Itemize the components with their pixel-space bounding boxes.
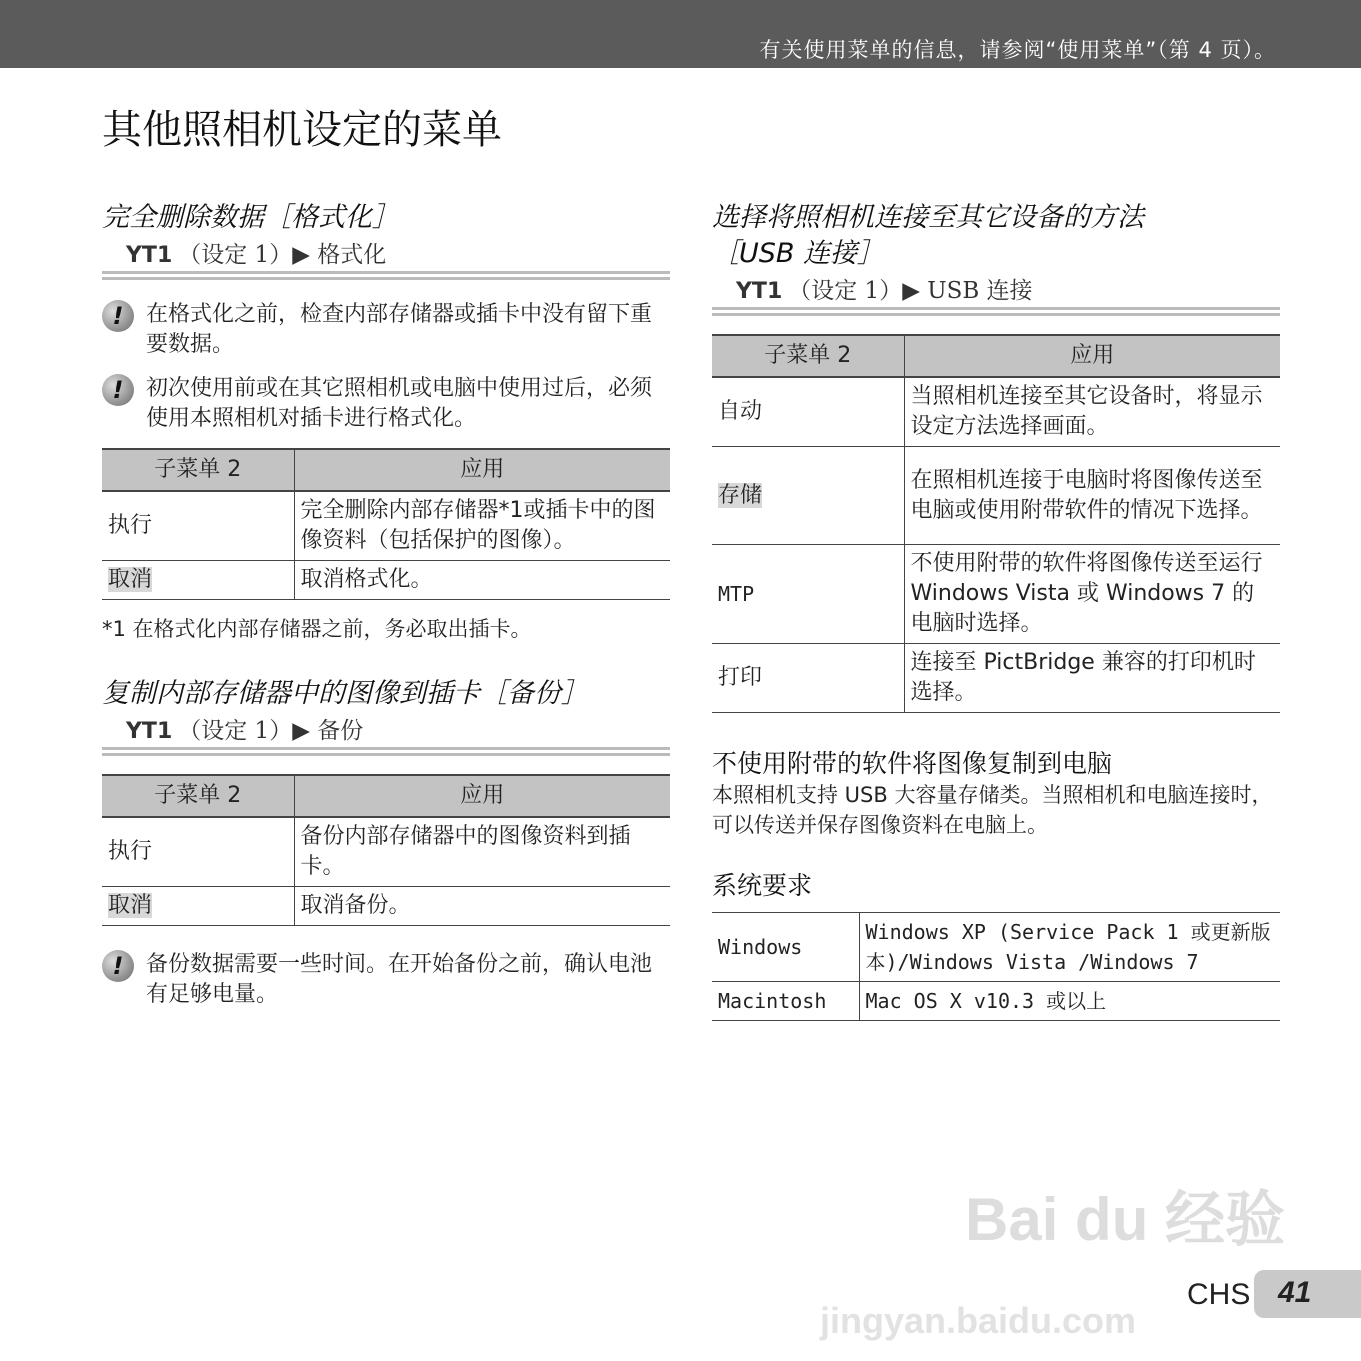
path-text: （设定 1）▶ 格式化	[178, 242, 387, 268]
menu-path	[102, 240, 670, 274]
cell: 存储	[718, 482, 763, 508]
cell: MTP	[712, 545, 904, 644]
header-bar	[0, 0, 1361, 68]
table-row	[102, 817, 670, 887]
caution-icon: !	[102, 300, 134, 332]
subheading: 不使用附带的软件将图像复制到电脑	[712, 749, 1113, 778]
note-text: 初次使用前或在其它照相机或电脑中使用过后，必须使用本照相机对插卡进行格式化。	[146, 376, 653, 431]
cell: 取消格式化。	[294, 561, 670, 600]
caution-note	[102, 950, 670, 1010]
table-row	[712, 644, 1280, 713]
table-row	[712, 377, 1280, 447]
path-text: （设定 1）▶ USB 连接	[788, 278, 1033, 304]
setup-icon: YT1	[736, 279, 783, 304]
cell: 执行	[102, 491, 294, 561]
table-row	[712, 913, 1280, 982]
cell: Windows	[712, 913, 859, 982]
col-header: 应用	[294, 449, 670, 491]
cell: 在照相机连接于电脑时将图像传送至电脑或使用附带软件的情况下选择。	[904, 447, 1280, 545]
col-header: 应用	[904, 335, 1280, 377]
no-software-section	[712, 748, 1280, 1021]
cell: 执行	[102, 817, 294, 887]
watermark-url: jingyan.baidu.com	[820, 1300, 1137, 1341]
footnote: *1 在格式化内部存储器之前，务必取出插卡。	[102, 617, 532, 641]
table-row	[102, 887, 670, 926]
caution-note	[102, 374, 670, 434]
usb-section	[712, 200, 1280, 713]
cell: Mac OS X v10.3 或以上	[859, 982, 1280, 1021]
cell: Macintosh	[712, 982, 859, 1021]
menu-path	[102, 716, 670, 750]
table-row	[712, 982, 1280, 1021]
cell: 取消备份。	[294, 887, 670, 926]
cell: 不使用附带的软件将图像传送至运行 Windows Vista 或 Windows 7 的电脑时选择。	[904, 545, 1280, 644]
page-title: 其他照相机设定的菜单	[102, 107, 502, 153]
section-heading: 选择将照相机连接至其它设备的方法	[712, 202, 1144, 233]
cell: 当照相机连接至其它设备时，将显示设定方法选择画面。	[904, 377, 1280, 447]
format-table	[102, 448, 670, 600]
format-section	[102, 200, 670, 644]
cell: 打印	[712, 644, 904, 713]
table-row	[102, 561, 670, 600]
caution-note	[102, 300, 670, 360]
caution-icon: !	[102, 950, 134, 982]
table-row	[712, 545, 1280, 644]
cell: Windows XP (Service Pack 1 或更新版本)/Windows Vista /Windows 7	[859, 913, 1280, 982]
section-heading: 完全删除数据［格式化］	[102, 202, 399, 233]
cell: 备份内部存储器中的图像资料到插卡。	[294, 817, 670, 887]
language-label: CHS	[1187, 1278, 1251, 1311]
cell: 取消	[108, 567, 153, 592]
path-text: （设定 1）▶ 备份	[178, 718, 364, 744]
page-number: 41	[1278, 1276, 1312, 1309]
col-header: 子菜单 2	[102, 775, 294, 817]
menu-path	[712, 276, 1280, 310]
subheading: 系统要求	[712, 871, 813, 900]
setup-icon: YT1	[126, 243, 173, 268]
watermark-logo: Bai du 经验	[965, 1186, 1286, 1253]
header-text: 有关使用菜单的信息，请参阅“使用菜单”（第 4 页）。	[759, 38, 1276, 62]
table-row	[712, 447, 1280, 545]
section-heading: 复制内部存储器中的图像到插卡［备份］	[102, 678, 588, 709]
cell: 取消	[108, 893, 153, 918]
caution-icon: !	[102, 374, 134, 406]
cell: 连接至 PictBridge 兼容的打印机时选择。	[904, 644, 1280, 713]
setup-icon: YT1	[126, 719, 173, 744]
cell: 自动	[712, 377, 904, 447]
usb-table	[712, 334, 1280, 713]
sysreq-table	[712, 912, 1280, 1021]
col-header: 应用	[294, 775, 670, 817]
col-header: 子菜单 2	[712, 335, 904, 377]
cell: 完全删除内部存储器*1或插卡中的图像资料（包括保护的图像）。	[294, 491, 670, 561]
backup-section	[102, 676, 670, 1010]
col-header: 子菜单 2	[102, 449, 294, 491]
backup-table	[102, 774, 670, 926]
note-text: 备份数据需要一些时间。在开始备份之前，确认电池有足够电量。	[146, 952, 653, 1007]
note-text: 在格式化之前，检查内部存储器或插卡中没有留下重要数据。	[146, 302, 653, 357]
table-row	[102, 491, 670, 561]
page-number-box	[1254, 1270, 1361, 1318]
paragraph: 本照相机支持 USB 大容量存储类。当照相机和电脑连接时，可以传送并保存图像资料在电脑上。	[712, 783, 1273, 837]
section-heading: ［USB 连接］	[712, 238, 885, 269]
